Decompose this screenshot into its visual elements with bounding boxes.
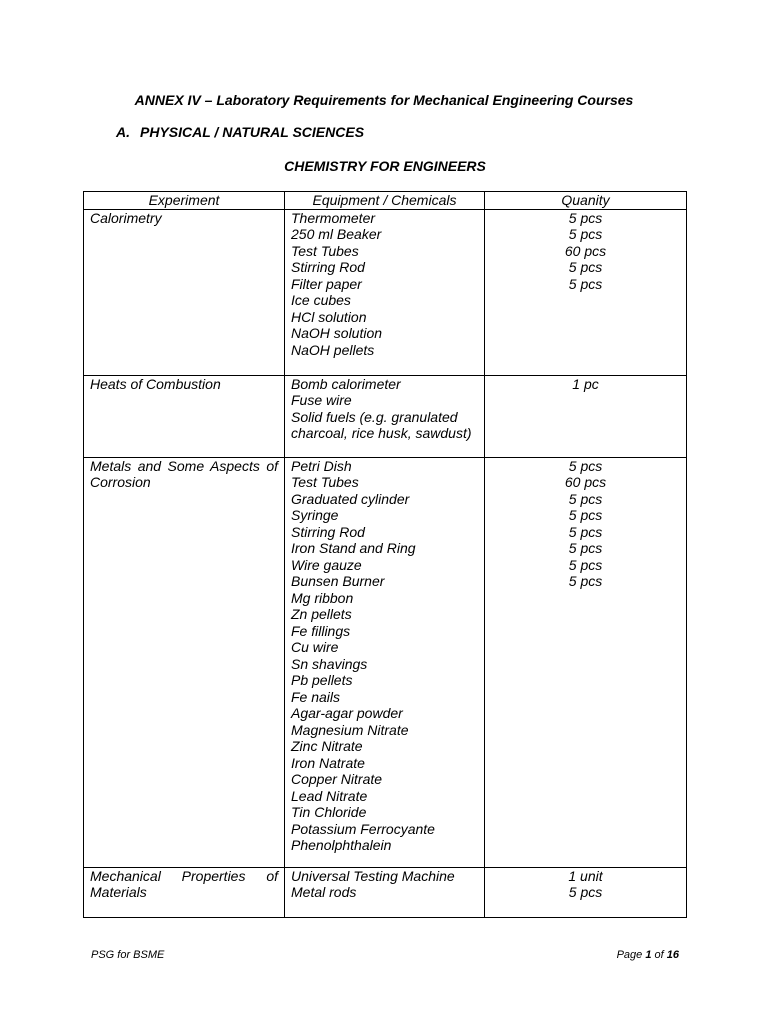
equipment-item: Petri Dish	[291, 457, 352, 474]
section-letter: A.	[116, 124, 130, 140]
quantity-item: 5 pcs	[568, 275, 603, 292]
quantity-cell	[485, 867, 687, 917]
section-heading	[116, 124, 364, 140]
page-current: 1	[645, 949, 652, 961]
equipment-item: Fe nails	[291, 688, 341, 705]
table-row	[84, 867, 687, 917]
section-title: PHYSICAL / NATURAL SCIENCES	[140, 124, 365, 140]
column-header-quantity: Quanity	[485, 192, 687, 210]
quantity-item: 5 pcs	[568, 523, 603, 540]
equipment-item: 250 ml Beaker	[291, 226, 382, 242]
equipment-item: Magnesium Nitrate	[291, 721, 409, 738]
footer-doc-label: PSG for BSME	[91, 949, 165, 961]
column-header-equipment: Equipment / Chemicals	[285, 192, 485, 210]
annex-title: ANNEX IV – Laboratory Requirements for Mechanical Engineering Courses	[134, 92, 634, 108]
equipment-item: Stirring Rod	[291, 259, 365, 275]
equipment-item: Pb pellets	[291, 672, 353, 688]
equipment-item: NaOH solution	[291, 325, 383, 341]
equipment-cell	[285, 867, 485, 917]
quantity-item: 1 pc	[572, 375, 599, 392]
equipment-item: Wire gauze	[291, 556, 362, 573]
quantity-item: 5 pcs	[568, 884, 603, 900]
table-row	[84, 457, 687, 867]
equipment-item: Sn shavings	[291, 655, 368, 672]
table-header-row	[84, 192, 687, 210]
quantity-item: 5 pcs	[568, 573, 603, 589]
table-row	[84, 209, 687, 375]
table-row	[84, 375, 687, 457]
equipment-item: Metal rods	[291, 884, 357, 900]
equipment-item: Zinc Nitrate	[291, 738, 363, 754]
equipment-item: Iron Natrate	[291, 754, 365, 771]
equipment-item: Tin Chloride	[291, 804, 367, 820]
equipment-item: Phenolphthalein	[291, 837, 392, 853]
equipment-item: Agar-agar powder	[291, 705, 403, 721]
quantity-item: 5 pcs	[568, 209, 603, 226]
footer-page-number	[617, 949, 679, 961]
experiment-cell: Calorimetry	[84, 209, 285, 375]
equipment-item: Zn pellets	[291, 606, 352, 622]
quantity-item: 60 pcs	[564, 242, 607, 259]
equipment-item: Solid fuels (e.g. granulated charcoal, rice husk, sawdust)	[291, 408, 472, 441]
experiment-cell: Heats of Combustion	[84, 375, 285, 457]
experiment-cell: Mechanical Properties of Materials	[84, 867, 285, 917]
equipment-item: Test Tubes	[291, 242, 359, 259]
equipment-item: NaOH pellets	[291, 341, 375, 358]
quantity-item: 5 pcs	[568, 490, 603, 507]
quantity-item: 60 pcs	[564, 474, 607, 490]
equipment-item: Universal Testing Machine	[291, 867, 455, 884]
equipment-cell	[285, 209, 485, 375]
page-total: 16	[666, 949, 679, 961]
quantity-item: 5 pcs	[568, 540, 603, 556]
column-header-experiment: Experiment	[84, 192, 285, 210]
quantity-cell	[485, 209, 687, 375]
quantity-item: 5 pcs	[568, 507, 603, 523]
page-of: of	[651, 949, 667, 961]
requirements-table	[83, 191, 687, 918]
quantity-item: 5 pcs	[568, 457, 603, 474]
quantity-cell	[485, 375, 687, 457]
equipment-item: Fe fillings	[291, 622, 351, 639]
equipment-cell	[285, 457, 485, 867]
equipment-item: Bomb calorimeter	[291, 375, 401, 392]
equipment-item: Test Tubes	[291, 474, 359, 490]
page-prefix: Page	[616, 949, 646, 961]
subject-title: CHEMISTRY FOR ENGINEERS	[284, 158, 486, 174]
equipment-item: Fuse wire	[291, 392, 352, 408]
equipment-item: Potassium Ferrocyante	[291, 820, 435, 837]
quantity-item: 5 pcs	[568, 259, 603, 275]
quantity-item: 5 pcs	[568, 556, 603, 573]
equipment-item: Mg ribbon	[291, 589, 354, 606]
equipment-item: Filter paper	[291, 275, 362, 292]
equipment-item: Thermometer	[291, 209, 376, 226]
quantity-item: 1 unit	[568, 867, 603, 884]
quantity-item: 5 pcs	[568, 226, 603, 242]
equipment-item: HCl solution	[291, 308, 367, 325]
equipment-item: Iron Stand and Ring	[291, 540, 416, 556]
experiment-cell: Metals and Some Aspects of Corrosion	[84, 457, 285, 867]
equipment-item: Graduated cylinder	[291, 490, 410, 507]
equipment-item: Lead Nitrate	[291, 787, 368, 804]
equipment-item: Cu wire	[291, 639, 339, 655]
equipment-cell	[285, 375, 485, 457]
equipment-item: Syringe	[291, 507, 339, 523]
equipment-item: Ice cubes	[291, 292, 351, 308]
equipment-item: Copper Nitrate	[291, 771, 383, 787]
equipment-item: Bunsen Burner	[291, 573, 385, 589]
quantity-cell	[485, 457, 687, 867]
equipment-item: Stirring Rod	[291, 523, 365, 540]
